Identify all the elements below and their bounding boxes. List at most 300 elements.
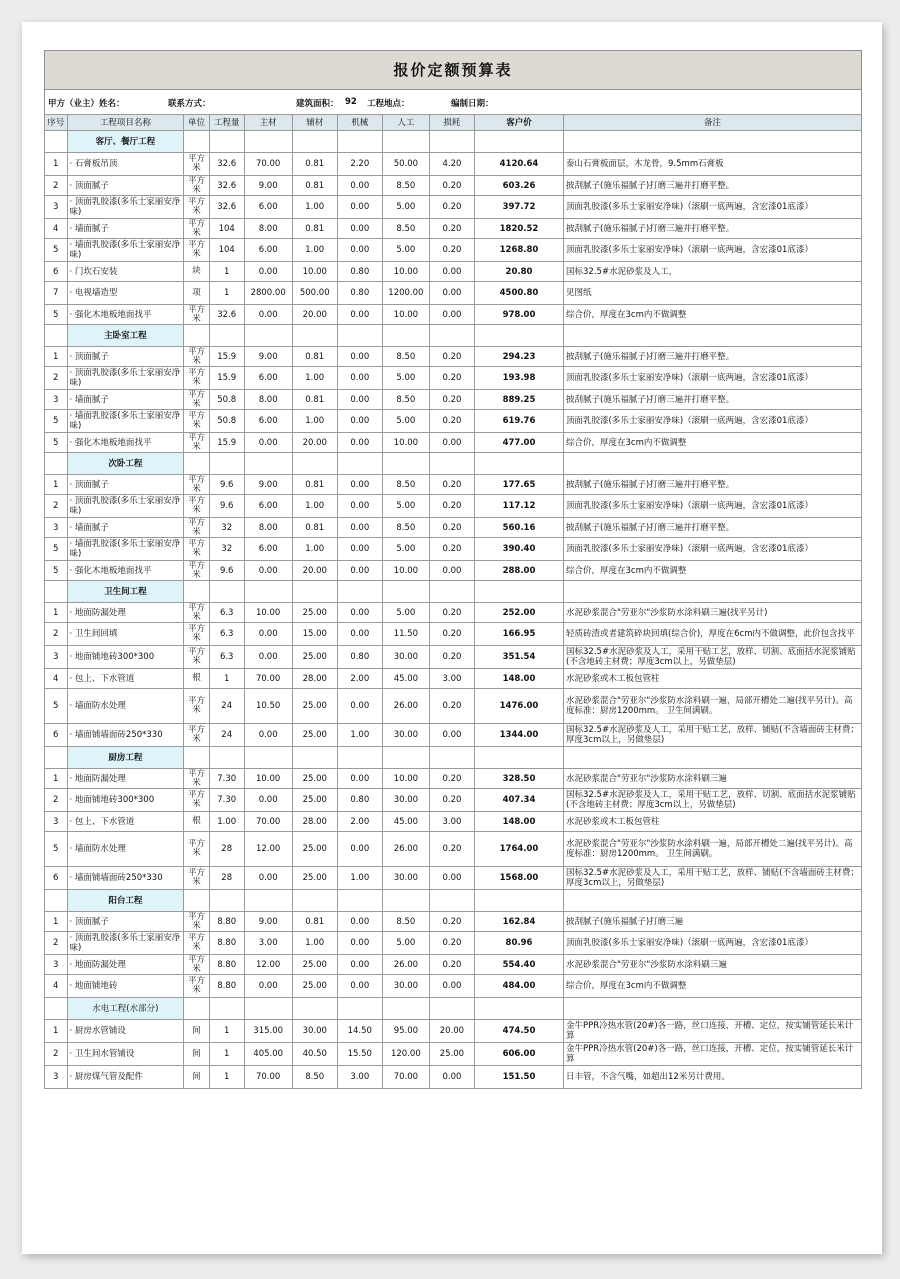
main-material: 9.00 [244, 176, 292, 196]
section-filler [564, 581, 862, 603]
unit: 间 [184, 1066, 210, 1089]
section-spacer [45, 453, 68, 475]
section-filler [382, 747, 429, 769]
quantity: 104 [209, 219, 244, 239]
item-name: · 石膏板吊顶 [67, 153, 184, 176]
section-filler [209, 998, 244, 1020]
header-unit: 单位 [184, 115, 210, 131]
item-name: · 墙面铺墙面砖250*330 [67, 867, 184, 890]
unit: 平方米 [184, 219, 210, 239]
quantity: 15.9 [209, 347, 244, 367]
machinery: 0.00 [337, 367, 382, 390]
quantity: 32.6 [209, 176, 244, 196]
section-filler [292, 747, 337, 769]
section-title: 卫生间工程 [67, 581, 184, 603]
remarks: 国标32.5#水泥砂浆及人工，采用干贴工艺，放样、铺贴(不含墙面砖主材费；厚度3cm以上，另做垫层) [564, 724, 862, 747]
machinery: 3.00 [337, 1066, 382, 1089]
table-row [45, 724, 862, 747]
loss: 20.00 [429, 1020, 474, 1043]
row-index: 6 [45, 262, 68, 282]
page-title: 报价定额预算表 [44, 50, 862, 90]
section-title: 阳台工程 [67, 890, 184, 912]
quantity: 8.80 [209, 912, 244, 932]
item-name: · 卫生间水管铺设 [67, 1043, 184, 1066]
loss: 0.20 [429, 518, 474, 538]
labor: 8.50 [382, 176, 429, 196]
row-index: 5 [45, 561, 68, 581]
main-material: 70.00 [244, 153, 292, 176]
unit: 平方米 [184, 410, 210, 433]
machinery: 14.50 [337, 1020, 382, 1043]
unit: 平方米 [184, 196, 210, 219]
customer-price: 606.00 [474, 1043, 563, 1066]
main-material: 6.00 [244, 538, 292, 561]
aux-material: 25.00 [292, 867, 337, 890]
remarks: 综合价，厚度在3cm内不做调整 [564, 433, 862, 453]
loss: 0.00 [429, 305, 474, 325]
remarks: 披刮腻子(施乐福腻子)打磨三遍并打磨平整。 [564, 219, 862, 239]
section-spacer [45, 998, 68, 1020]
unit: 平方米 [184, 176, 210, 196]
labor: 5.00 [382, 196, 429, 219]
quantity: 1 [209, 1043, 244, 1066]
machinery: 0.00 [337, 518, 382, 538]
row-index: 2 [45, 1043, 68, 1066]
loss: 0.00 [429, 282, 474, 305]
customer-price: 151.50 [474, 1066, 563, 1089]
quantity: 1 [209, 1066, 244, 1089]
row-index: 1 [45, 347, 68, 367]
machinery: 0.00 [337, 239, 382, 262]
machinery: 0.80 [337, 262, 382, 282]
main-material: 0.00 [244, 623, 292, 646]
row-index: 1 [45, 769, 68, 789]
table-row [45, 262, 862, 282]
remarks: 披刮腻子(施乐福腻子)打磨三遍并打磨平整。 [564, 176, 862, 196]
loss: 0.20 [429, 410, 474, 433]
quantity: 6.3 [209, 623, 244, 646]
table-row [45, 475, 862, 495]
remarks: 水泥砂浆混合"劳亚尔"沙浆防水涂料刷三遍 [564, 955, 862, 975]
quote-table-container [44, 50, 862, 1089]
table-row [45, 518, 862, 538]
loss: 0.00 [429, 867, 474, 890]
remarks: 见图纸 [564, 282, 862, 305]
labor: 30.00 [382, 724, 429, 747]
remarks: 披刮腻子(施乐福腻子)打磨三遍并打磨平整。 [564, 347, 862, 367]
header-main-material: 主材 [244, 115, 292, 131]
table-row [45, 955, 862, 975]
machinery: 15.50 [337, 1043, 382, 1066]
loss: 0.20 [429, 623, 474, 646]
customer-price: 1764.00 [474, 832, 563, 867]
customer-price: 177.65 [474, 475, 563, 495]
row-index: 4 [45, 219, 68, 239]
main-material: 0.00 [244, 433, 292, 453]
row-index: 6 [45, 867, 68, 890]
main-material: 9.00 [244, 912, 292, 932]
section-filler [429, 131, 474, 153]
aux-material: 0.81 [292, 518, 337, 538]
quantity: 8.80 [209, 955, 244, 975]
machinery: 0.00 [337, 475, 382, 495]
loss: 0.20 [429, 196, 474, 219]
customer-price: 294.23 [474, 347, 563, 367]
unit: 平方米 [184, 475, 210, 495]
aux-material: 20.00 [292, 561, 337, 581]
document-sheet [22, 22, 882, 1254]
quantity: 50.8 [209, 390, 244, 410]
loss: 0.20 [429, 219, 474, 239]
labor: 95.00 [382, 1020, 429, 1043]
header-item-name: 工程项目名称 [67, 115, 184, 131]
labor: 8.50 [382, 219, 429, 239]
loss: 0.20 [429, 176, 474, 196]
quantity: 7.30 [209, 789, 244, 812]
customer-price: 20.80 [474, 262, 563, 282]
loss: 0.20 [429, 367, 474, 390]
item-name: · 地面防漏处理 [67, 955, 184, 975]
table-row [45, 669, 862, 689]
header-loss: 损耗 [429, 115, 474, 131]
remarks: 综合价，厚度在3cm内不做调整 [564, 561, 862, 581]
customer-price: 397.72 [474, 196, 563, 219]
item-name: · 顶面腻子 [67, 347, 184, 367]
section-row [45, 325, 862, 347]
loss: 0.00 [429, 433, 474, 453]
item-name: · 地面铺地砖300*300 [67, 789, 184, 812]
main-material: 8.00 [244, 390, 292, 410]
main-material: 8.00 [244, 518, 292, 538]
labor: 10.00 [382, 561, 429, 581]
quantity: 6.3 [209, 603, 244, 623]
aux-material: 1.00 [292, 538, 337, 561]
aux-material: 0.81 [292, 176, 337, 196]
labor: 45.00 [382, 669, 429, 689]
aux-material: 28.00 [292, 669, 337, 689]
machinery: 0.00 [337, 410, 382, 433]
location-label: 工程地点： [367, 99, 410, 109]
quantity: 9.6 [209, 495, 244, 518]
quantity: 32.6 [209, 153, 244, 176]
table-row [45, 623, 862, 646]
loss: 0.20 [429, 390, 474, 410]
section-filler [209, 747, 244, 769]
labor: 5.00 [382, 239, 429, 262]
table-row [45, 538, 862, 561]
main-material: 0.00 [244, 975, 292, 998]
quantity: 15.9 [209, 433, 244, 453]
quantity: 32 [209, 518, 244, 538]
row-index: 2 [45, 176, 68, 196]
machinery: 0.00 [337, 176, 382, 196]
unit: 平方米 [184, 689, 210, 724]
table-body [45, 131, 862, 1089]
row-index: 5 [45, 689, 68, 724]
table-row [45, 912, 862, 932]
row-index: 2 [45, 367, 68, 390]
item-name: · 墙面防水处理 [67, 689, 184, 724]
item-name: · 顶面乳胶漆(多乐士家丽安净味) [67, 196, 184, 219]
machinery: 0.00 [337, 433, 382, 453]
machinery: 0.80 [337, 646, 382, 669]
machinery: 0.00 [337, 955, 382, 975]
machinery: 1.00 [337, 867, 382, 890]
section-filler [564, 453, 862, 475]
unit: 平方米 [184, 367, 210, 390]
section-title: 客厅、餐厅工程 [67, 131, 184, 153]
area-value: 92 [345, 97, 357, 107]
item-name: · 顶面乳胶漆(多乐士家丽安净味) [67, 932, 184, 955]
remarks: 水泥砂浆或木工板包管柱 [564, 669, 862, 689]
unit: 平方米 [184, 239, 210, 262]
labor: 26.00 [382, 955, 429, 975]
labor: 10.00 [382, 262, 429, 282]
main-material: 0.00 [244, 867, 292, 890]
row-index: 2 [45, 789, 68, 812]
machinery: 0.00 [337, 769, 382, 789]
item-name: · 墙面乳胶漆(多乐士家丽安净味) [67, 538, 184, 561]
aux-material: 30.00 [292, 1020, 337, 1043]
section-spacer [45, 581, 68, 603]
date-label: 编制日期： [451, 99, 494, 109]
party-a-label: 甲方（业主）姓名： [48, 99, 125, 109]
machinery: 0.00 [337, 347, 382, 367]
item-name: · 墙面乳胶漆(多乐士家丽安净味) [67, 410, 184, 433]
section-filler [209, 581, 244, 603]
loss: 0.00 [429, 1066, 474, 1089]
unit: 平方米 [184, 646, 210, 669]
aux-material: 25.00 [292, 646, 337, 669]
customer-price: 80.96 [474, 932, 563, 955]
remarks: 金牛PPR冷热水管(20#)各一路，丝口连接，开槽、定位，按实铺管延长米计算 [564, 1020, 862, 1043]
labor: 50.00 [382, 153, 429, 176]
quantity: 50.8 [209, 410, 244, 433]
section-filler [209, 890, 244, 912]
row-index: 4 [45, 975, 68, 998]
item-name: · 强化木地板地面找平 [67, 561, 184, 581]
section-spacer [45, 890, 68, 912]
unit: 块 [184, 262, 210, 282]
section-filler [244, 325, 292, 347]
aux-material: 0.81 [292, 912, 337, 932]
customer-price: 252.00 [474, 603, 563, 623]
section-filler [429, 581, 474, 603]
section-filler [382, 581, 429, 603]
table-row [45, 975, 862, 998]
customer-price: 4120.64 [474, 153, 563, 176]
loss: 0.00 [429, 561, 474, 581]
machinery: 0.00 [337, 689, 382, 724]
quantity: 32 [209, 538, 244, 561]
row-index: 1 [45, 603, 68, 623]
table-row [45, 646, 862, 669]
section-filler [292, 453, 337, 475]
loss: 0.20 [429, 932, 474, 955]
header-index: 序号 [45, 115, 68, 131]
labor: 30.00 [382, 867, 429, 890]
loss: 4.20 [429, 153, 474, 176]
table-row [45, 832, 862, 867]
section-filler [564, 890, 862, 912]
section-title: 主卧室工程 [67, 325, 184, 347]
section-title: 次卧工程 [67, 453, 184, 475]
table-row [45, 812, 862, 832]
section-filler [292, 890, 337, 912]
main-material: 70.00 [244, 812, 292, 832]
section-filler [382, 998, 429, 1020]
unit: 平方米 [184, 538, 210, 561]
loss: 3.00 [429, 812, 474, 832]
quantity: 9.6 [209, 561, 244, 581]
customer-price: 328.50 [474, 769, 563, 789]
machinery: 2.00 [337, 669, 382, 689]
quantity: 1 [209, 282, 244, 305]
quantity: 28 [209, 832, 244, 867]
labor: 5.00 [382, 410, 429, 433]
table-row [45, 219, 862, 239]
main-material: 0.00 [244, 262, 292, 282]
unit: 平方米 [184, 955, 210, 975]
section-row [45, 998, 862, 1020]
quantity: 8.80 [209, 932, 244, 955]
unit: 平方米 [184, 305, 210, 325]
loss: 0.00 [429, 724, 474, 747]
labor: 26.00 [382, 832, 429, 867]
machinery: 0.00 [337, 495, 382, 518]
section-filler [292, 998, 337, 1020]
aux-material: 1.00 [292, 410, 337, 433]
customer-price: 1568.00 [474, 867, 563, 890]
customer-price: 288.00 [474, 561, 563, 581]
machinery: 0.00 [337, 390, 382, 410]
remarks: 披刮腻子(施乐福腻子)打磨三遍并打磨平整。 [564, 475, 862, 495]
main-material: 405.00 [244, 1043, 292, 1066]
table-row [45, 433, 862, 453]
labor: 8.50 [382, 518, 429, 538]
section-filler [429, 890, 474, 912]
unit: 平方米 [184, 724, 210, 747]
labor: 8.50 [382, 390, 429, 410]
quantity: 104 [209, 239, 244, 262]
customer-price: 619.76 [474, 410, 563, 433]
section-filler [474, 890, 563, 912]
aux-material: 0.81 [292, 475, 337, 495]
item-name: · 顶面腻子 [67, 912, 184, 932]
quantity: 7.30 [209, 769, 244, 789]
machinery: 0.00 [337, 603, 382, 623]
section-filler [184, 131, 210, 153]
customer-price: 554.40 [474, 955, 563, 975]
section-filler [429, 453, 474, 475]
main-material: 315.00 [244, 1020, 292, 1043]
item-name: · 顶面腻子 [67, 475, 184, 495]
section-filler [244, 453, 292, 475]
machinery: 0.00 [337, 561, 382, 581]
header-machinery: 机械 [337, 115, 382, 131]
remarks: 综合价，厚度在3cm内不做调整 [564, 305, 862, 325]
labor: 30.00 [382, 789, 429, 812]
loss: 0.20 [429, 832, 474, 867]
table-row [45, 390, 862, 410]
customer-price: 407.34 [474, 789, 563, 812]
aux-material: 0.81 [292, 390, 337, 410]
loss: 0.20 [429, 955, 474, 975]
item-name: · 地面铺地砖 [67, 975, 184, 998]
aux-material: 1.00 [292, 495, 337, 518]
aux-material: 25.00 [292, 789, 337, 812]
section-filler [429, 998, 474, 1020]
section-filler [564, 747, 862, 769]
quantity: 32.6 [209, 196, 244, 219]
quantity: 1.00 [209, 812, 244, 832]
remarks: 水泥砂浆混合"劳亚尔"沙浆防水涂料刷一遍，局部开槽处二遍(找平另计)。高度标准：厨房1200mm。 卫生间满刷。 [564, 689, 862, 724]
remarks: 顶面乳胶漆(多乐士家丽安净味)（滚刷一底两遍，含宏漆01底漆） [564, 196, 862, 219]
table-row [45, 282, 862, 305]
main-material: 0.00 [244, 724, 292, 747]
aux-material: 10.00 [292, 262, 337, 282]
customer-price: 166.95 [474, 623, 563, 646]
table-row [45, 561, 862, 581]
aux-material: 1.00 [292, 932, 337, 955]
area-label: 建筑面积： [296, 99, 339, 109]
row-index: 7 [45, 282, 68, 305]
customer-price: 560.16 [474, 518, 563, 538]
loss: 0.20 [429, 538, 474, 561]
aux-material: 25.00 [292, 603, 337, 623]
labor: 5.00 [382, 603, 429, 623]
customer-price: 889.25 [474, 390, 563, 410]
machinery: 2.20 [337, 153, 382, 176]
row-index: 1 [45, 1020, 68, 1043]
machinery: 1.00 [337, 724, 382, 747]
remarks: 水泥砂浆混合"劳亚尔"沙浆防水涂料刷一遍，局部开槽处二遍(找平另计)。高度标准：厨房1200mm。 卫生间满刷。 [564, 832, 862, 867]
item-name: · 电视墙造型 [67, 282, 184, 305]
customer-price: 484.00 [474, 975, 563, 998]
header-row [45, 115, 862, 131]
row-index: 5 [45, 410, 68, 433]
unit: 平方米 [184, 495, 210, 518]
labor: 30.00 [382, 975, 429, 998]
main-material: 70.00 [244, 669, 292, 689]
section-title: 厨房工程 [67, 747, 184, 769]
table-row [45, 367, 862, 390]
main-material: 10.00 [244, 769, 292, 789]
section-filler [209, 131, 244, 153]
info-row [44, 90, 862, 114]
loss: 0.00 [429, 262, 474, 282]
customer-price: 390.40 [474, 538, 563, 561]
remarks: 水泥砂浆混合"劳亚尔"沙浆防水涂料刷三遍(找平另计) [564, 603, 862, 623]
section-filler [474, 131, 563, 153]
customer-price: 1268.80 [474, 239, 563, 262]
labor: 8.50 [382, 475, 429, 495]
loss: 0.20 [429, 646, 474, 669]
remarks: 国标32.5#水泥砂浆及人工， [564, 262, 862, 282]
labor: 30.00 [382, 646, 429, 669]
item-name: · 强化木地板地面找平 [67, 305, 184, 325]
row-index: 3 [45, 518, 68, 538]
item-name: · 包上、下水管道 [67, 669, 184, 689]
section-filler [337, 890, 382, 912]
machinery: 0.00 [337, 219, 382, 239]
remarks: 泰山石膏板面层，木龙骨，9.5mm石膏板 [564, 153, 862, 176]
item-name: · 地面防漏处理 [67, 769, 184, 789]
machinery: 0.00 [337, 196, 382, 219]
remarks: 国标32.5#水泥砂浆及人工，采用干贴工艺，放样、铺贴(不含墙面砖主材费；厚度3cm以上，另做垫层) [564, 867, 862, 890]
main-material: 6.00 [244, 367, 292, 390]
item-name: · 顶面乳胶漆(多乐士家丽安净味) [67, 495, 184, 518]
